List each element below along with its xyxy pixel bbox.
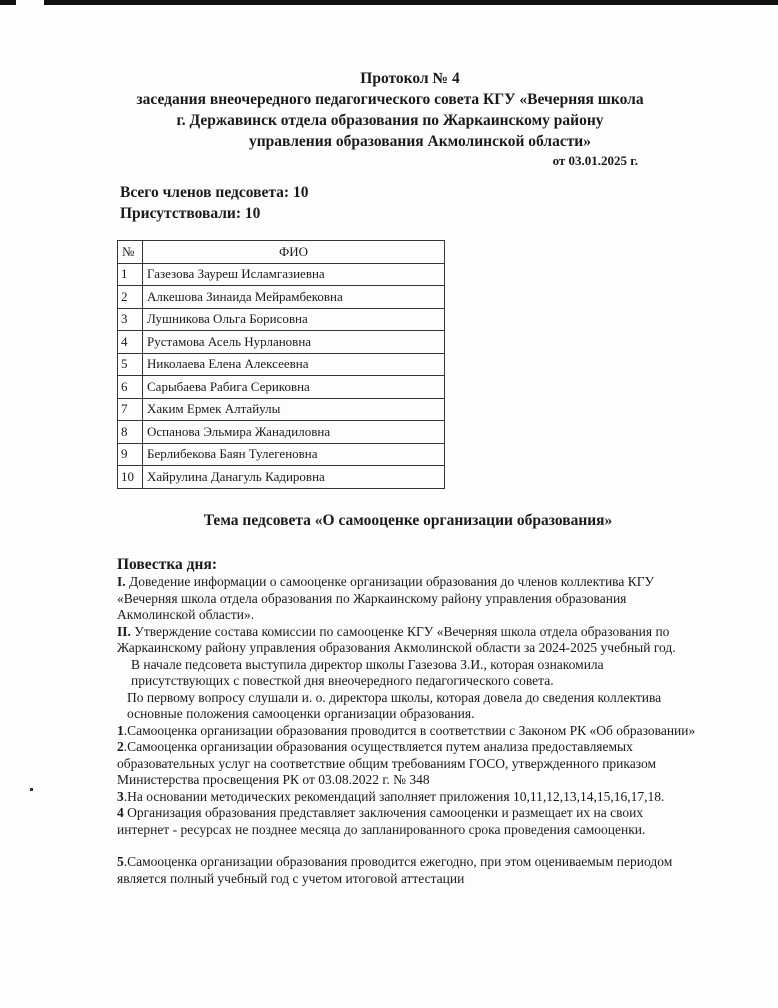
protocol-body — [117, 556, 697, 887]
row-number: 7 — [118, 398, 143, 421]
row-number: 3 — [118, 308, 143, 331]
point-text: .Самооценка организации образования проводится в соответствии с Законом РК «Об образовании» — [123, 722, 696, 738]
meeting-topic: Тема педсовета «О самооценке организации образования» — [203, 512, 613, 529]
column-header-number: № — [118, 241, 143, 264]
table-row — [118, 353, 445, 376]
attendance-header-row — [118, 241, 445, 264]
point-number: 3 — [117, 788, 124, 804]
table-row — [118, 398, 445, 421]
agenda-item-text: Утверждение состава комиссии по самооценке КГУ «Вечерняя школа отдела образования по Жаркаинскому району управления образования Акмолинской области за 2024-2025 учебный год. — [117, 623, 676, 655]
table-row — [118, 331, 445, 354]
first-question-paragraph: По первому вопросу слушали и. о. директора школы, которая довела до сведения коллектива основные положения самооценки организации образования. — [127, 689, 662, 721]
agenda-item-2 — [117, 624, 697, 657]
members-summary — [120, 182, 308, 224]
protocol-subtitle-line3: управления образования Акмолинской области» — [248, 133, 591, 150]
point-text: .На основании методических рекомендаций заполняет приложения 10,11,12,13,14,15,16,17,18. — [123, 788, 665, 804]
scan-edge-bar — [0, 0, 778, 5]
protocol-subtitle-line2: г. Державинск отдела образования по Жаркаинскому району — [176, 112, 604, 129]
column-header-name: ФИО — [143, 241, 445, 264]
table-row — [118, 376, 445, 399]
table-row — [118, 263, 445, 286]
row-name: Берлибекова Баян Тулегеновна — [143, 443, 445, 466]
row-number: 2 — [118, 286, 143, 309]
point-number: 2 — [117, 739, 124, 754]
point-text: Организация образования представляет заключения самооценки и размещает их на своих интернет - ресурсах не позднее месяца до запланированного срока проведения самооценки. — [117, 805, 646, 837]
protocol-date: от 03.01.2025 г. — [552, 153, 638, 168]
table-row — [118, 286, 445, 309]
point-5 — [117, 854, 697, 887]
point-number: 4 — [117, 805, 124, 820]
protocol-title: Протокол № 4 — [360, 70, 460, 87]
intro-paragraph: В начале педсовета выступила директор школы Газезова З.И., которая ознакомила присутствующих с повесткой дня внеочередного педагогического совета. — [131, 656, 604, 688]
row-number: 9 — [118, 443, 143, 466]
point-number: 1 — [117, 722, 124, 738]
row-name: Николаева Елена Алексеевна — [143, 353, 445, 376]
table-row — [118, 308, 445, 331]
row-name: Оспанова Эльмира Жанадиловна — [143, 421, 445, 444]
protocol-header — [100, 68, 680, 171]
row-name: Алкешова Зинаида Мейрамбековна — [143, 286, 445, 309]
row-number: 4 — [118, 331, 143, 354]
row-number: 1 — [118, 263, 143, 286]
agenda-item-number: II. — [117, 623, 131, 639]
row-name: Рустамова Асель Нурлановна — [143, 331, 445, 354]
members-total: Всего членов педсовета: 10 — [120, 184, 309, 201]
point-text: .Самооценка организации образования проводится ежегодно, при этом оцениваемым периодом является полный учебный год с учетом итоговой аттестации — [117, 854, 673, 886]
row-name: Сарыбаева Рабига Сериковна — [143, 376, 445, 399]
point-4 — [117, 805, 697, 838]
paragraph-gap — [117, 838, 697, 854]
row-number: 8 — [118, 421, 143, 444]
scan-dot — [30, 788, 33, 791]
agenda-item-text: Доведение информации о самооценке организации образования до членов коллектива КГУ «Вечерняя школа отдела образования по Жаркаинскому району управления образования Акмолинской области». — [117, 574, 655, 622]
table-row — [118, 443, 445, 466]
table-row — [118, 421, 445, 444]
protocol-subtitle-line1: заседания внеочередного педагогического совета КГУ «Вечерняя школа — [136, 91, 644, 108]
members-present: Присутствовали: 10 — [120, 205, 261, 222]
row-name: Газезова Зауреш Исламгазиевна — [143, 263, 445, 286]
scan-edge-gap — [16, 0, 44, 5]
row-number: 10 — [118, 466, 143, 489]
point-1 — [117, 723, 697, 740]
row-name: Хаким Ермек Алтайулы — [143, 398, 445, 421]
row-name: Лушникова Ольга Борисовна — [143, 308, 445, 331]
table-row — [118, 466, 445, 489]
agenda-heading: Повестка дня: — [117, 556, 217, 573]
attendance-table — [117, 240, 445, 489]
point-number: 5 — [117, 854, 124, 869]
row-number: 6 — [118, 376, 143, 399]
agenda-item-number: I. — [117, 574, 126, 589]
row-number: 5 — [118, 353, 143, 376]
point-2 — [117, 739, 697, 789]
agenda-item-1 — [117, 574, 697, 624]
row-name: Хайрулина Данагуль Кадировна — [143, 466, 445, 489]
point-3 — [117, 789, 697, 806]
point-text: .Самооценка организации образования осуществляется путем анализа предоставляемых образовательных услуг на соответствие общим требованиям ГОСО, утвержденного приказом Министерства просвещения РК от 03.08.2022 г. № 348 — [117, 739, 657, 787]
